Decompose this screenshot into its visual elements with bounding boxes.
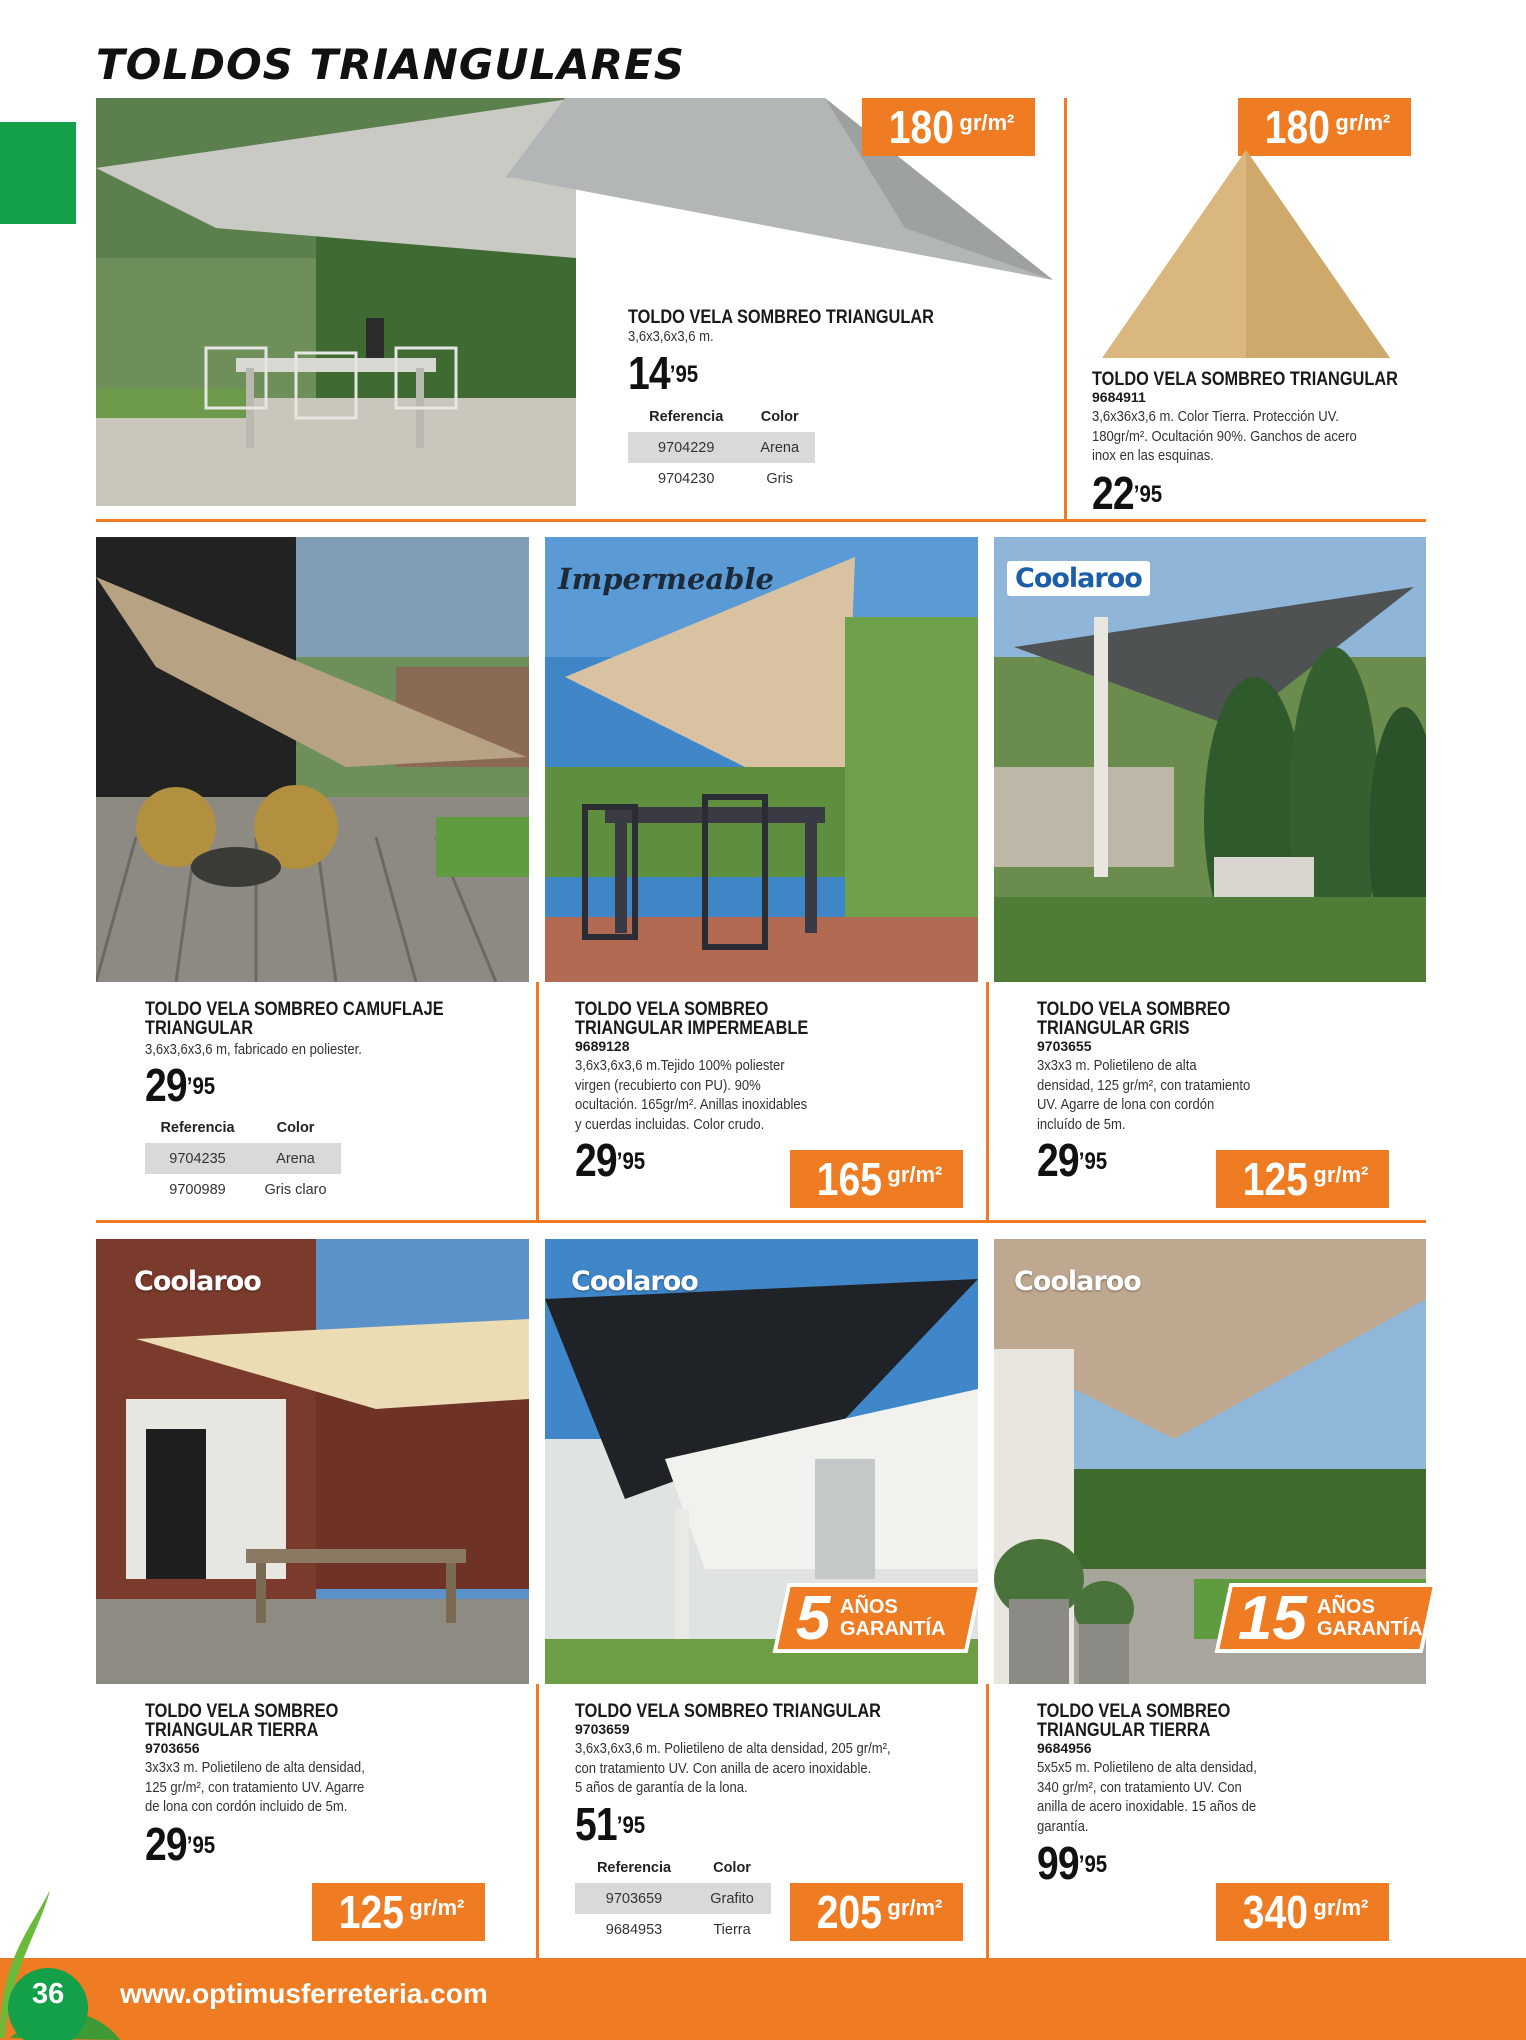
product-price-4: $29^{’95}$ <box>575 1134 646 1186</box>
product-name-4b: TRIANGULAR IMPERMEABLE <box>575 1018 809 1039</box>
gr-badge-4: 165 $^{gr/m^2}$ <box>790 1150 963 1208</box>
product-ref-8: 9684956 <box>1037 1740 1092 1756</box>
product-name-7: TOLDO VELA SOMBREO TRIANGULAR <box>575 1701 881 1722</box>
divider <box>1064 98 1067 520</box>
product-name-6a: TOLDO VELA SOMBREO <box>145 1701 339 1722</box>
divider <box>986 982 989 1222</box>
table-row: 9704229 Arena <box>628 432 815 463</box>
table-row: 9704230 Gris <box>657 470 793 487</box>
product-photo-6 <box>96 1239 529 1684</box>
product-desc-8: 5x5x5 m. Polietileno de alta densidad, 340 gr/m², con tratamiento UV. Con anilla de acero inoxidable. 15 años de garantía. <box>1037 1760 1257 1835</box>
product-name-5a: TOLDO VELA SOMBREO <box>1037 999 1231 1020</box>
gr-badge-5: 125 $^{gr/m^2}$ <box>1216 1150 1389 1208</box>
impermeable-label: Impermeable <box>558 562 774 596</box>
leaf-icon <box>0 1890 140 2040</box>
coolaroo-logo: Coolaroo <box>134 1266 261 1297</box>
product-name-3b: TRIANGULAR <box>145 1018 254 1039</box>
product-ref-4: 9689128 <box>575 1038 630 1054</box>
section-tab <box>0 122 76 224</box>
gr-badge-1: 180 $^{gr/m^2}$ <box>862 98 1035 156</box>
product-ref-7: 9703659 <box>575 1721 630 1737</box>
product-desc-6: 3x3x3 m. Polietileno de alta densidad, 125 gr/m², con tratamiento UV. Agarre de lona con cordón incluido de 5m. <box>145 1760 365 1815</box>
ref-table-1: Referencia Color 9704229 Arena 9704230 Gris <box>628 402 815 494</box>
product-ref-5: 9703655 <box>1037 1038 1092 1054</box>
divider <box>536 1684 539 1958</box>
divider <box>536 982 539 1222</box>
product-name-6b: TRIANGULAR TIERRA <box>145 1720 319 1741</box>
divider <box>96 519 1426 522</box>
product-price-7: $51^{’95}$ <box>575 1798 646 1850</box>
product-desc-4: 3,6x3,6x3,6 m.Tejido 100% poliester virgen (recubierto con PU). 90% ocultación. 165gr/m². Anillas inoxidables y cuerdas incluidas. Color crudo. <box>575 1058 808 1133</box>
table-row: 9704235 Arena <box>145 1143 341 1174</box>
page-number: 36 <box>32 1978 65 2010</box>
ref-table-7: Referencia Color 9703659 Grafito 9684953 Tierra <box>575 1853 771 1945</box>
product-name-5b: TRIANGULAR GRIS <box>1037 1018 1190 1039</box>
table-row: 9684953 Tierra <box>605 1921 751 1938</box>
coolaroo-logo: Coolaroo <box>571 1266 698 1297</box>
ref-table-3: Referencia Color 9704235 Arena 9700989 Gris claro <box>145 1113 341 1205</box>
product-photo-1 <box>96 98 576 506</box>
coolaroo-logo: Coolaroo <box>1007 561 1150 596</box>
sail-sand-cutout <box>1100 148 1392 360</box>
page-title: TOLDOS TRIANGULARES <box>96 40 685 89</box>
product-price-8: $99^{’95}$ <box>1037 1837 1108 1889</box>
product-price-2: $22^{’95}$ <box>1092 467 1163 519</box>
product-ref-2: 9684911 <box>1092 389 1146 405</box>
product-price-6: $29^{’95}$ <box>145 1818 216 1870</box>
divider <box>986 1684 989 1958</box>
gr-badge-7: 205 $^{gr/m^2}$ <box>790 1883 963 1941</box>
product-photo-3 <box>96 537 529 982</box>
product-name-2: TOLDO VELA SOMBREO TRIANGULAR <box>1092 369 1398 390</box>
product-desc-2: 3,6x36x3,6 m. Color Tierra. Protección UV. 180gr/m². Ocultación 90%. Ganchos de acero inox en las esquinas. <box>1092 409 1357 464</box>
product-name-8a: TOLDO VELA SOMBREO <box>1037 1701 1231 1722</box>
table-row: 9703659 Grafito <box>575 1883 771 1914</box>
product-name-1: TOLDO VELA SOMBREO TRIANGULAR <box>628 307 934 328</box>
gr-badge-2: 180 $^{gr/m^2}$ <box>1238 98 1411 156</box>
table-row: 9700989 Gris claro <box>169 1181 327 1198</box>
warranty-badge: 5 AÑOS GARANTÍA <box>773 1583 983 1653</box>
warranty-badge: 15 AÑOS GARANTÍA <box>1215 1583 1438 1653</box>
product-photo-4 <box>545 537 978 982</box>
gr-badge-6: 125 $^{gr/m^2}$ <box>312 1883 485 1941</box>
divider <box>96 1220 1426 1223</box>
coolaroo-logo: Coolaroo <box>1014 1266 1141 1297</box>
website-link[interactable]: www.optimusferreteria.com <box>120 1978 488 2009</box>
product-price-5: $29^{’95}$ <box>1037 1134 1108 1186</box>
gr-badge-8: 340 $^{gr/m^2}$ <box>1216 1883 1389 1941</box>
product-desc-3: 3,6x3,6x3,6 m, fabricado en poliester. <box>145 1042 362 1058</box>
product-desc-5: 3x3x3 m. Polietileno de alta densidad, 125 gr/m², con tratamiento UV. Agarre de lona con cordón incluído de 5m. <box>1037 1058 1251 1133</box>
product-price-3: $29^{’95}$ <box>145 1059 216 1111</box>
product-photo-5 <box>994 537 1426 982</box>
product-name-4a: TOLDO VELA SOMBREO <box>575 999 769 1020</box>
product-desc-1: 3,6x3,6x3,6 m. <box>628 329 714 345</box>
product-name-8b: TRIANGULAR TIERRA <box>1037 1720 1211 1741</box>
product-name-3a: TOLDO VELA SOMBREO CAMUFLAJE <box>145 999 444 1020</box>
product-desc-7: 3,6x3,6x3,6 m. Polietileno de alta densidad, 205 gr/m², con tratamiento UV. Con anilla de acero inoxidable. 5 años de garantía de la lona. <box>575 1741 891 1796</box>
product-ref-6: 9703656 <box>145 1740 200 1756</box>
product-price-1: $14^{’95}$ <box>628 347 699 399</box>
